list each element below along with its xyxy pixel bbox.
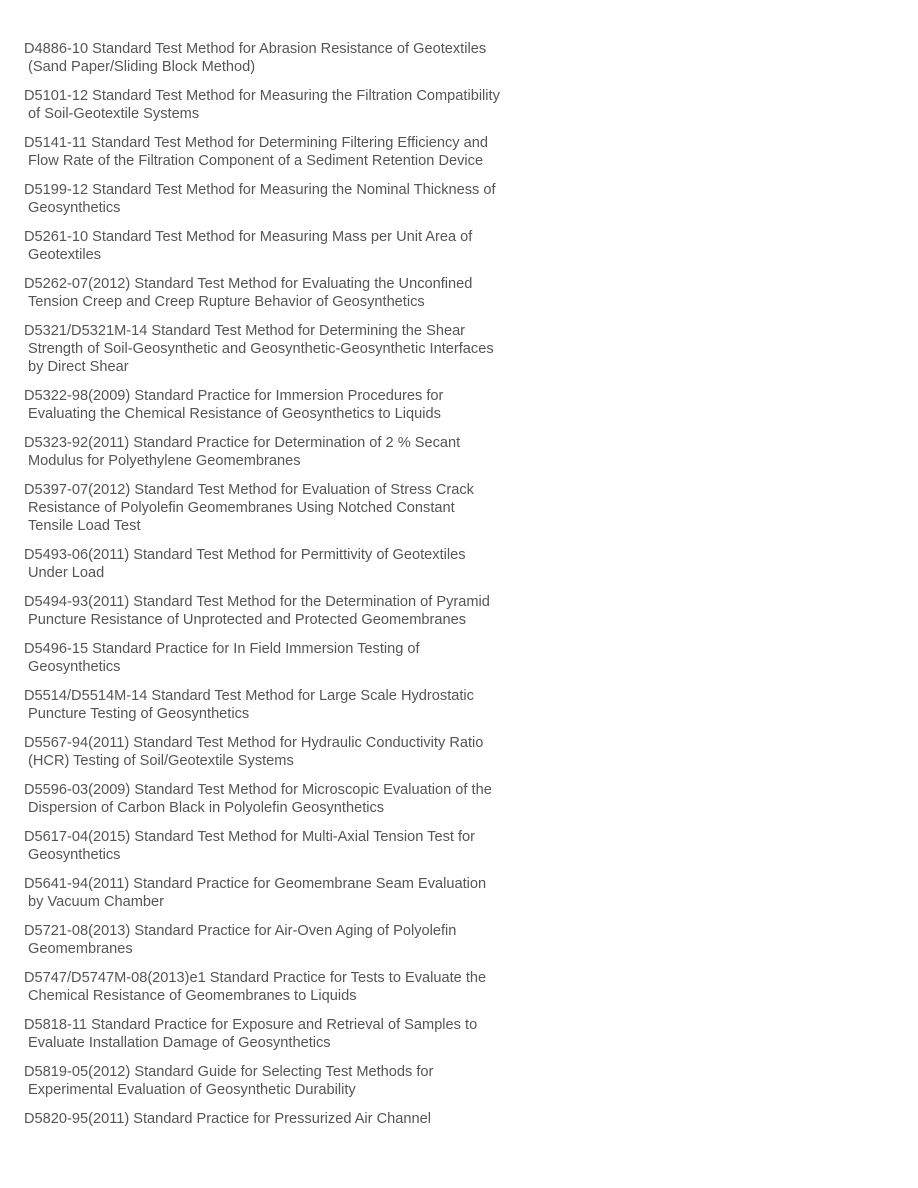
entry-line: Geosynthetics	[28, 200, 121, 216]
entry-line: D5819-05(2012) Standard Guide for Selecting Test Methods for	[24, 1064, 434, 1080]
entry-line: D5721-08(2013) Standard Practice for Air-Oven Aging of Polyolefin	[24, 923, 457, 939]
entry-line: Puncture Testing of Geosynthetics	[28, 706, 250, 722]
entry-line: D5567-94(2011) Standard Test Method for Hydraulic Conductivity Ratio	[24, 735, 484, 751]
standards-list	[24, 40, 584, 1139]
list-item	[24, 640, 584, 676]
list-item	[24, 828, 584, 864]
entry-line: of Soil-Geotextile Systems	[28, 106, 200, 122]
entry-line: by Direct Shear	[28, 359, 129, 375]
list-item	[24, 781, 584, 817]
list-item	[24, 546, 584, 582]
entry-line: D5101-12 Standard Test Method for Measuring the Filtration Compatibility	[24, 88, 500, 104]
entry-line: Dispersion of Carbon Black in Polyolefin Geosynthetics	[28, 800, 385, 816]
entry-line: Resistance of Polyolefin Geomembranes Using Notched Constant	[28, 500, 455, 516]
entry-line: D5141-11 Standard Test Method for Determining Filtering Efficiency and	[24, 135, 489, 151]
list-item	[24, 1063, 584, 1099]
entry-line: (HCR) Testing of Soil/Geotextile Systems	[28, 753, 294, 769]
entry-line: Chemical Resistance of Geomembranes to Liquids	[28, 988, 357, 1004]
list-item	[24, 40, 584, 76]
entry-line: D5199-12 Standard Test Method for Measuring the Nominal Thickness of	[24, 182, 496, 198]
list-item	[24, 387, 584, 423]
list-item	[24, 687, 584, 723]
entry-line: D5641-94(2011) Standard Practice for Geomembrane Seam Evaluation	[24, 876, 487, 892]
entry-line: D5397-07(2012) Standard Test Method for Evaluation of Stress Crack	[24, 482, 474, 498]
list-item	[24, 969, 584, 1005]
entry-line: Evaluating the Chemical Resistance of Geosynthetics to Liquids	[28, 406, 441, 422]
list-item	[24, 228, 584, 264]
entry-line: by Vacuum Chamber	[28, 894, 164, 910]
entry-line: D5323-92(2011) Standard Practice for Determination of 2 % Secant	[24, 435, 461, 451]
entry-line: Experimental Evaluation of Geosynthetic Durability	[28, 1082, 356, 1098]
list-item	[24, 87, 584, 123]
entry-line: D5818-11 Standard Practice for Exposure and Retrieval of Samples to	[24, 1017, 478, 1033]
entry-line: Geosynthetics	[28, 659, 121, 675]
entry-line: D5747/D5747M-08(2013)e1 Standard Practice for Tests to Evaluate the	[24, 970, 487, 986]
entry-line: D5617-04(2015) Standard Test Method for Multi-Axial Tension Test for	[24, 829, 476, 845]
entry-line: (Sand Paper/Sliding Block Method)	[28, 59, 256, 75]
entry-line: D5514/D5514M-14 Standard Test Method for Large Scale Hydrostatic	[24, 688, 474, 704]
entry-line: D5262-07(2012) Standard Test Method for Evaluating the Unconfined	[24, 276, 473, 292]
entry-line: D5261-10 Standard Test Method for Measuring Mass per Unit Area of	[24, 229, 473, 245]
list-item	[24, 734, 584, 770]
entry-line: Flow Rate of the Filtration Component of a Sediment Retention Device	[28, 153, 484, 169]
entry-line: D5322-98(2009) Standard Practice for Immersion Procedures for	[24, 388, 444, 404]
entry-line: D4886-10 Standard Test Method for Abrasion Resistance of Geotextiles	[24, 41, 487, 57]
entry-line: Geosynthetics	[28, 847, 121, 863]
entry-line: D5596-03(2009) Standard Test Method for Microscopic Evaluation of the	[24, 782, 492, 798]
entry-line: D5496-15 Standard Practice for In Field Immersion Testing of	[24, 641, 420, 657]
entry-line: Puncture Resistance of Unprotected and Protected Geomembranes	[28, 612, 467, 628]
entry-line: Modulus for Polyethylene Geomembranes	[28, 453, 301, 469]
entry-line: Evaluate Installation Damage of Geosynthetics	[28, 1035, 331, 1051]
list-item	[24, 922, 584, 958]
entry-line: D5321/D5321M-14 Standard Test Method for Determining the Shear	[24, 323, 466, 339]
entry-line: D5493-06(2011) Standard Test Method for Permittivity of Geotextiles	[24, 547, 466, 563]
list-item	[24, 322, 584, 376]
list-item	[24, 481, 584, 535]
list-item	[24, 434, 584, 470]
entry-line: Tension Creep and Creep Rupture Behavior of Geosynthetics	[28, 294, 425, 310]
list-item	[24, 1016, 584, 1052]
entry-line: D5494-93(2011) Standard Test Method for the Determination of Pyramid	[24, 594, 490, 610]
list-item	[24, 593, 584, 629]
entry-line: Under Load	[28, 565, 105, 581]
list-item	[24, 275, 584, 311]
entry-line: Tensile Load Test	[28, 518, 141, 534]
entry-line: D5820-95(2011) Standard Practice for Pressurized Air Channel	[24, 1111, 431, 1127]
list-item	[24, 1110, 584, 1128]
list-item	[24, 181, 584, 217]
entry-line: Strength of Soil-Geosynthetic and Geosynthetic-Geosynthetic Interfaces	[28, 341, 494, 357]
entry-line: Geomembranes	[28, 941, 133, 957]
list-item	[24, 134, 584, 170]
entry-line: Geotextiles	[28, 247, 102, 263]
list-item	[24, 875, 584, 911]
